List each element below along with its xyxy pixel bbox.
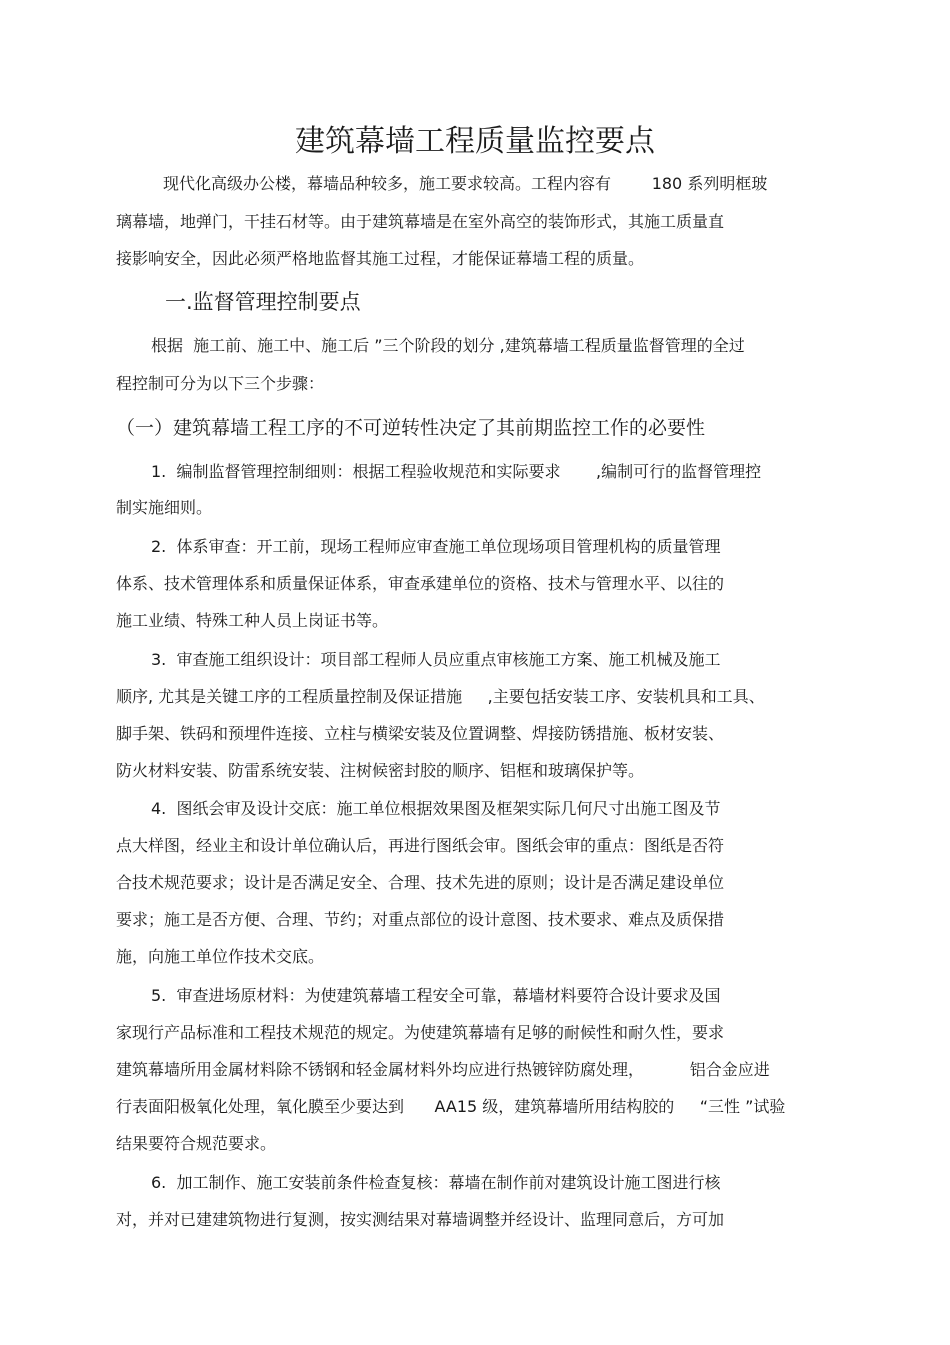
- item-line: 施，向施工单位作技术交底。: [116, 947, 325, 966]
- intro-line: 接影响安全，因此必须严格地监督其施工过程，才能保证幕墙工程的质量。: [116, 249, 645, 268]
- subsection-heading: （一）建筑幕墙工程工序的不可逆转性决定了其前期监控工作的必要性: [116, 417, 706, 439]
- intro-line: 璃幕墙，地弹门，干挂石材等。由于建筑幕墙是在室外高空的装饰形式，其施工质量直: [116, 212, 725, 231]
- item-line: 家现行产品标准和工程技术规范的规定。为使建筑幕墙有足够的耐候性和耐久性，要求: [116, 1023, 725, 1042]
- item-line: 2. 体系审查：开工前，现场工程师应审查施工单位现场项目管理机构的质量管理: [151, 537, 721, 556]
- page-title: 建筑幕墙工程质量监控要点: [295, 124, 655, 159]
- item-line: 1. 编制监督管理控制细则：根据工程验收规范和实际要求 ,编制可行的监督管理控: [151, 462, 762, 481]
- item-line: 建筑幕墙所用金属材料除不锈钢和轻金属材料外均应进行热镀锌防腐处理， 铝合金应进: [116, 1060, 770, 1079]
- item-line: 行表面阳极氧化处理，氧化膜至少要达到 AA15 级，建筑幕墙所用结构胶的 “三性 ”试验: [116, 1097, 786, 1116]
- item-line: 结果要符合规范要求。: [116, 1134, 277, 1153]
- item-line: 防火材料安装、防雷系统安装、注树候密封胶的顺序、铝框和玻璃保护等。: [116, 761, 645, 780]
- item-line: 3. 审查施工组织设计：项目部工程师人员应重点审核施工方案、施工机械及施工: [151, 650, 721, 669]
- item-line: 要求；施工是否方便、合理、节约；对重点部位的设计意图、技术要求、难点及质保措: [116, 910, 725, 929]
- item-line: 合技术规范要求；设计是否满足安全、合理、技术先进的原则；设计是否满足建设单位: [116, 873, 725, 892]
- item-line: 6. 加工制作、施工安装前条件检查复核：幕墙在制作前对建筑设计施工图进行核: [151, 1173, 721, 1192]
- section-text-line: 程控制可分为以下三个步骤：: [116, 374, 325, 393]
- section-heading: 一.监督管理控制要点: [165, 290, 361, 314]
- item-line: 制实施细则。: [116, 498, 213, 517]
- item-line: 对，并对已建建筑物进行复测，按实测结果对幕墙调整并经设计、监理同意后，方可加: [116, 1210, 725, 1229]
- item-line: 脚手架、铁码和预埋件连接、立柱与横梁安装及位置调整、焊接防锈措施、板材安装、: [116, 724, 725, 743]
- item-line: 体系、技术管理体系和质量保证体系，审查承建单位的资格、技术与管理水平、以往的: [116, 574, 725, 593]
- item-line: 顺序, 尤其是关键工序的工程质量控制及保证措施 ,主要包括安装工序、安装机具和工具、: [116, 687, 765, 706]
- item-line: 4. 图纸会审及设计交底：施工单位根据效果图及框架实际几何尺寸出施工图及节: [151, 799, 721, 818]
- intro-line: 现代化高级办公楼，幕墙品种较多，施工要求较高。工程内容有 180 系列明框玻: [163, 174, 768, 193]
- section-text-line: 根据 施工前、施工中、施工后 ”三个阶段的划分 ,建筑幕墙工程质量监督管理的全过: [151, 336, 745, 355]
- item-line: 点大样图，经业主和设计单位确认后，再进行图纸会审。图纸会审的重点：图纸是否符: [116, 836, 725, 855]
- item-line: 5. 审查进场原材料：为使建筑幕墙工程安全可靠，幕墙材料要符合设计要求及国: [151, 986, 721, 1005]
- item-line: 施工业绩、特殊工种人员上岗证书等。: [116, 611, 389, 630]
